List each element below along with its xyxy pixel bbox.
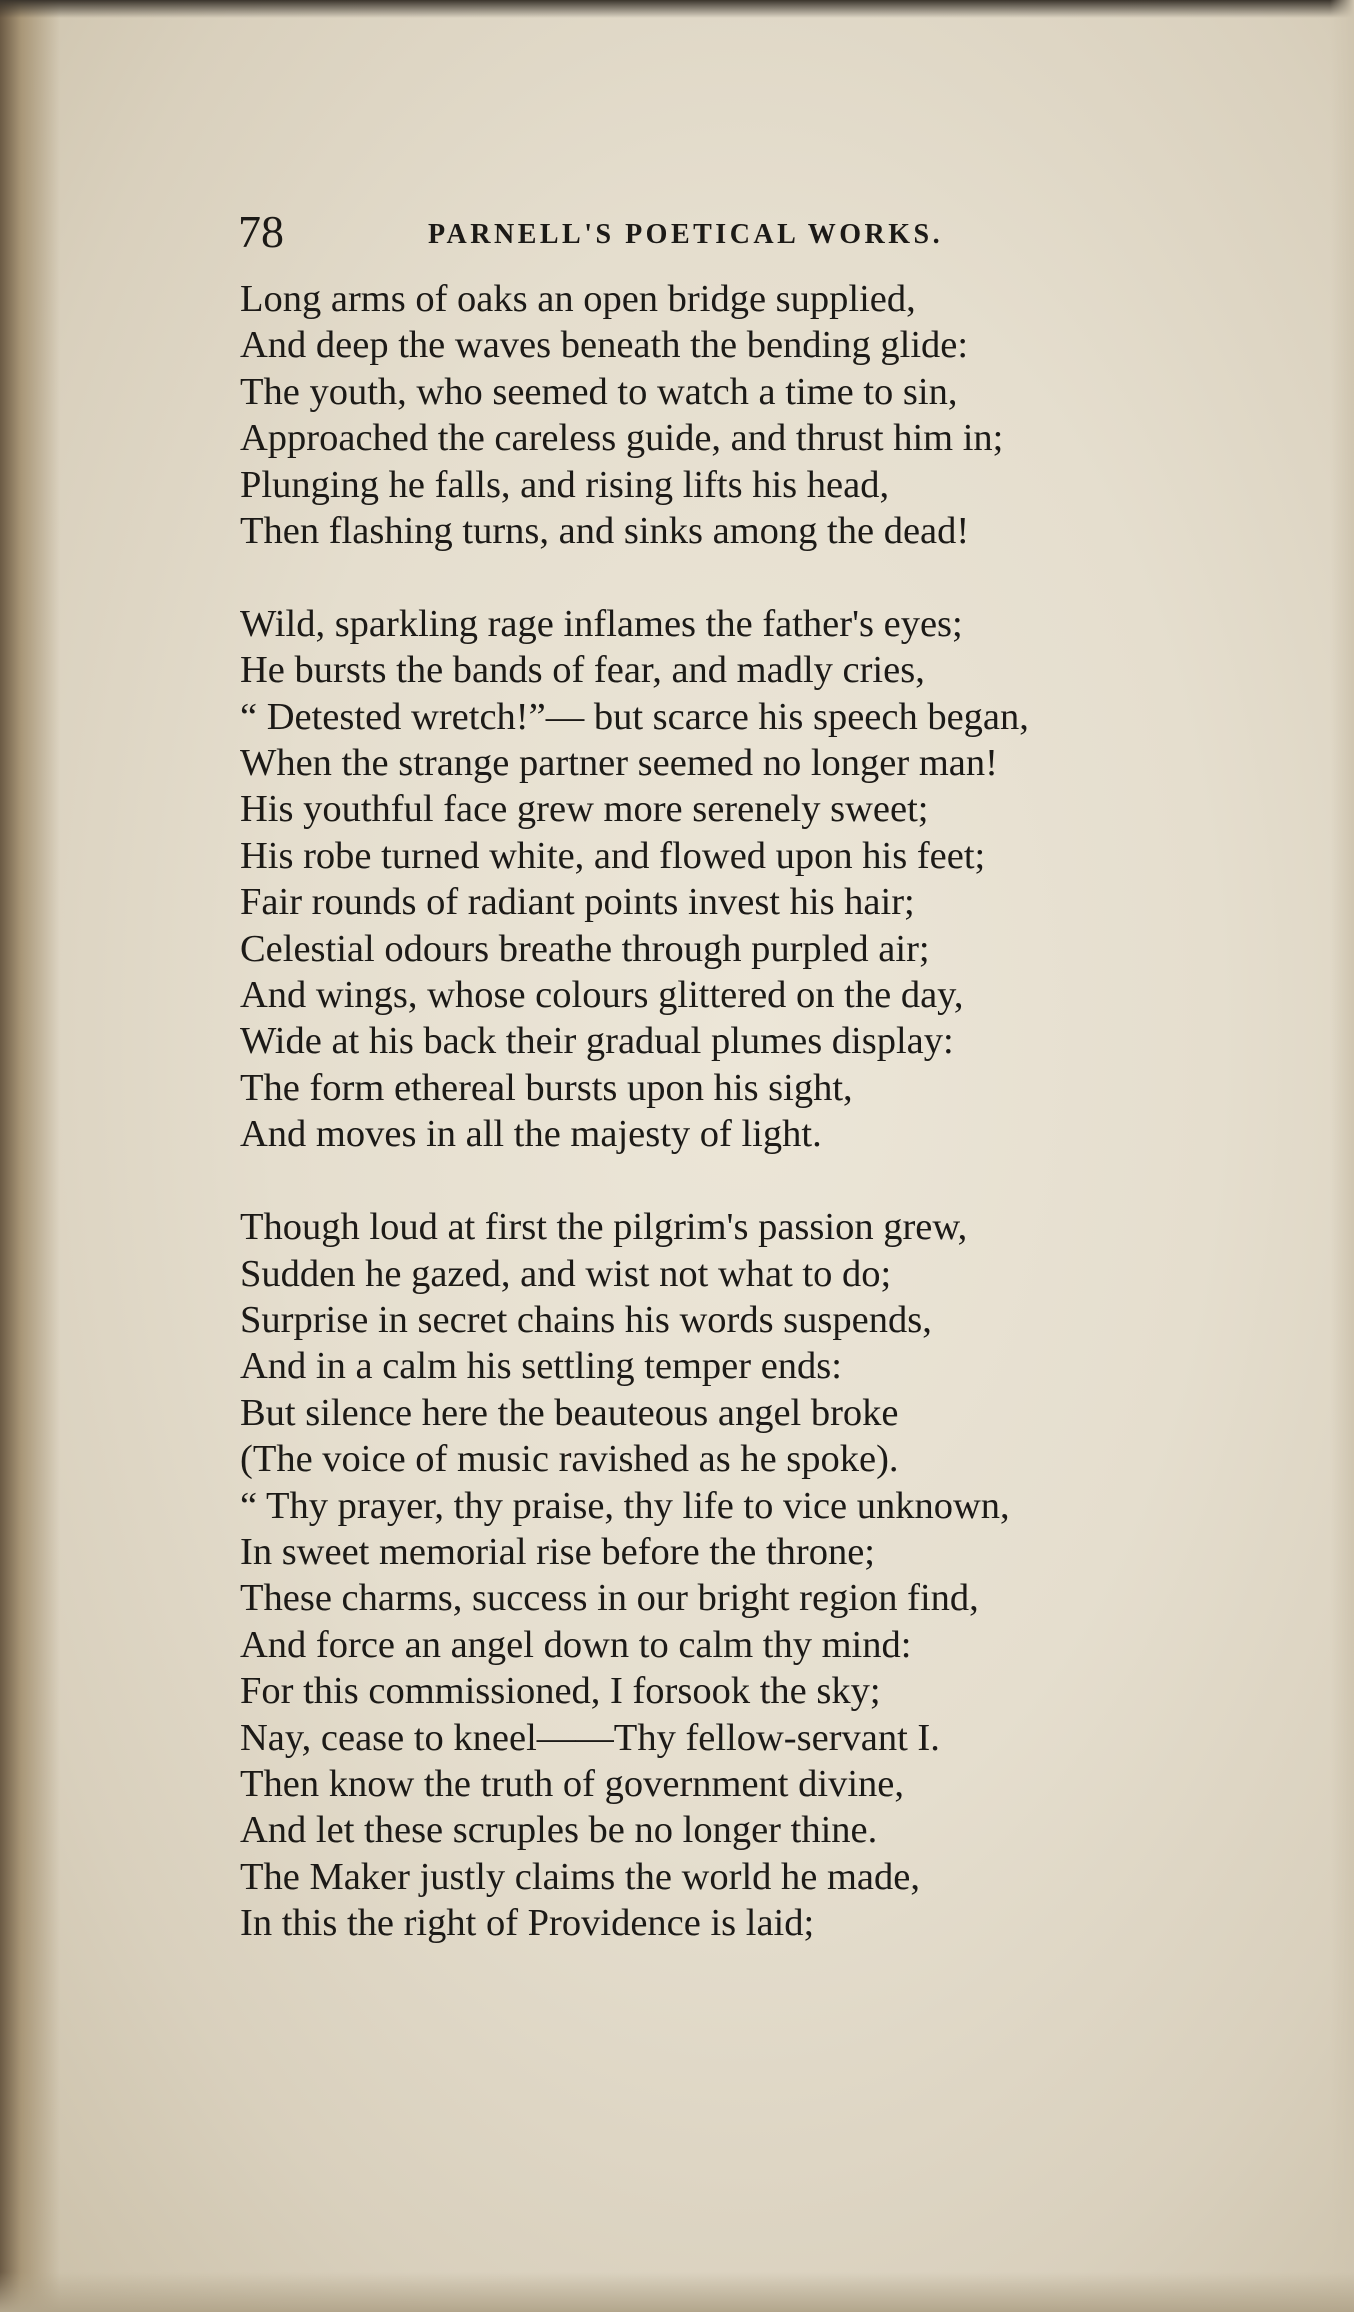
page-right-edge: [1330, 0, 1354, 2312]
verse-line: Then flashing turns, and sinks among the dead!: [240, 510, 970, 553]
verse-line: Celestial odours breathe through purpled air;: [240, 927, 930, 970]
verse-line: And let these scruples be no longer thine.: [240, 1809, 878, 1852]
verse-line: He bursts the bands of fear, and madly cries,: [240, 649, 925, 692]
verse-line: Though loud at first the pilgrim's passion grew,: [240, 1206, 968, 1249]
verse-line: Wide at his back their gradual plumes display:: [240, 1020, 954, 1063]
verse-line: The form ethereal bursts upon his sight,: [240, 1066, 853, 1109]
page-bottom-edge: [0, 2272, 1354, 2312]
verse-line: The Maker justly claims the world he made,: [240, 1855, 920, 1898]
verse-line: Sudden he gazed, and wist not what to do;: [240, 1252, 892, 1295]
running-head: [238, 204, 1098, 264]
verse-line: When the strange partner seemed no longer man!: [240, 742, 998, 785]
verse-line: These charms, success in our bright region find,: [240, 1577, 979, 1620]
poem-text: [240, 276, 1260, 1947]
stanza-1: [240, 276, 1260, 554]
verse-line: Approached the careless guide, and thrust him in;: [240, 417, 1004, 460]
verse-line: And wings, whose colours glittered on the day,: [240, 974, 964, 1017]
verse-line: Then know the truth of government divine,: [240, 1762, 904, 1805]
verse-line: In this the right of Providence is laid;: [240, 1902, 815, 1945]
verse-line: (The voice of music ravished as he spoke).: [240, 1438, 899, 1481]
verse-line: And in a calm his settling temper ends:: [240, 1345, 842, 1388]
stanza-3: [240, 1204, 1260, 1947]
verse-line: Fair rounds of radiant points invest his hair;: [240, 881, 915, 924]
verse-line: Surprise in secret chains his words suspends,: [240, 1298, 932, 1341]
verse-line: And deep the waves beneath the bending glide:: [240, 324, 969, 367]
verse-line: The youth, who seemed to watch a time to sin,: [240, 370, 958, 413]
verse-line: “ Thy prayer, thy praise, thy life to vice unknown,: [240, 1484, 1010, 1527]
spine-shadow: [0, 0, 60, 2312]
verse-line: But silence here the beauteous angel broke: [240, 1391, 899, 1434]
page-number: 78: [238, 206, 284, 257]
verse-line: His youthful face grew more serenely sweet;: [240, 788, 929, 831]
verse-line: “ Detested wretch!”— but scarce his speech began,: [240, 695, 1029, 738]
verse-line: For this commissioned, I forsook the sky;: [240, 1670, 881, 1713]
page-top-edge: [0, 0, 1354, 18]
running-title: PARNELL'S POETICAL WORKS.: [428, 219, 944, 250]
verse-line: Nay, cease to kneel——Thy fellow-servant I.: [240, 1716, 940, 1759]
verse-line: His robe turned white, and flowed upon his feet;: [240, 834, 986, 877]
verse-line: And force an angel down to calm thy mind:: [240, 1623, 912, 1666]
verse-line: In sweet memorial rise before the throne;: [240, 1530, 876, 1573]
verse-line: Long arms of oaks an open bridge supplied,: [240, 278, 916, 320]
verse-line: And moves in all the majesty of light.: [240, 1113, 822, 1156]
verse-line: Wild, sparkling rage inflames the father's eyes;: [240, 602, 963, 645]
verse-line: Plunging he falls, and rising lifts his head,: [240, 463, 890, 506]
stanza-2: [240, 601, 1260, 1158]
